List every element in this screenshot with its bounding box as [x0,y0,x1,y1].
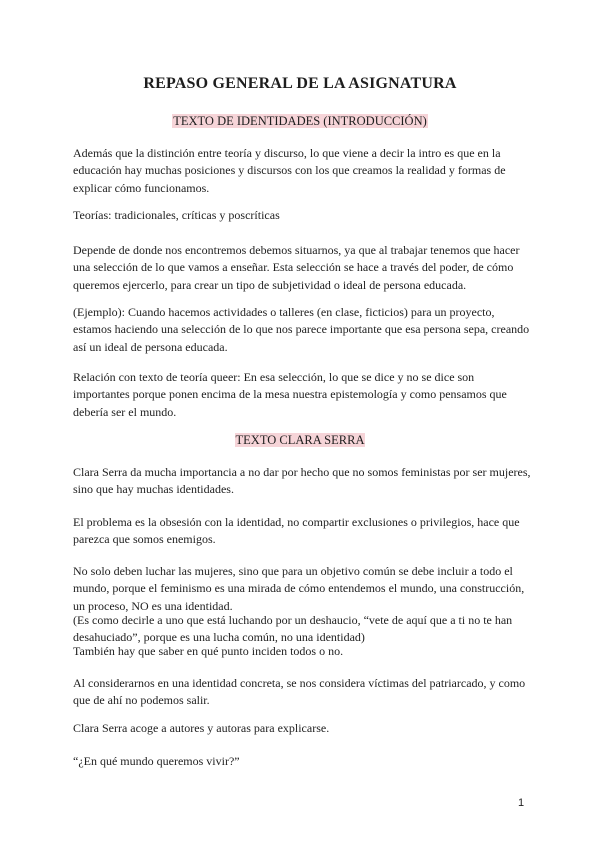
section-heading-text: TEXTO DE IDENTIDADES (INTRODUCCIÓN) [173,114,427,128]
section-heading-identidades [0,114,600,129]
paragraph: Al considerarnos en una identidad concreta, se nos considera víctimas del patriarcado, y como que de ahí no podemos salir. [73,676,526,708]
paragraph: Además que la distinción entre teoría y discurso, lo que viene a decir la intro es que en la educación hay muchas posiciones y discursos con los que creamos la realidad y formas de explicar cómo funcionamos. [73,146,506,195]
paragraph: (Ejemplo): Cuando hacemos actividades o talleres (en clase, ficticios) para un proyecto, estamos haciendo una selección de lo que nos parece importante que esa persona sepa, creando así un ideal de persona educada. [73,305,530,354]
document-title: REPASO GENERAL DE LA ASIGNATURA [143,75,457,92]
paragraph: Clara Serra acoge a autores y autoras para explicarse. [73,721,330,735]
section-heading-clara-serra [0,433,600,448]
paragraph: (Es como decirle a uno que está luchando por un deshaucio, “vete de aquí que a ti no te han desahuciado”, porque es una lucha común, no una identidad) [73,613,513,645]
paragraph: Clara Serra da mucha importancia a no dar por hecho que no somos feministas por ser mujeres, sino que hay muchas identidades. [73,465,531,497]
paragraph: Depende de donde nos encontremos debemos situarnos, ya que al trabajar tenemos que hacer una selección de lo que vamos a enseñar. Esta selección se hace a través del poder, de cómo queremos ejercerlo, para crear un tipo de subjetividad o ideal de persona educada. [73,243,520,292]
paragraph: Teorías: tradicionales, críticas y poscríticas [73,208,280,222]
paragraph: El problema es la obsesión con la identidad, no compartir exclusiones o privilegios, hace que parezca que somos enemigos. [73,515,520,547]
paragraph: “¿En qué mundo queremos vivir?” [73,754,240,768]
section-heading-text: TEXTO CLARA SERRA [235,433,365,447]
paragraph: No solo deben luchar las mujeres, sino que para un objetivo común se debe incluir a todo el mundo, porque el feminismo es una mirada de cómo entendemos el mundo, una construcción, un proceso, NO es una identidad. [73,564,525,613]
paragraph: Relación con texto de teoría queer: En esa selección, lo que se dice y no se dice son importantes porque ponen encima de la mesa nuestra epistemología y como pensamos que debería ser el mundo. [73,370,507,419]
paragraph: También hay que saber en qué punto inciden todos o no. [73,644,344,658]
page-number: 1 [518,797,525,809]
